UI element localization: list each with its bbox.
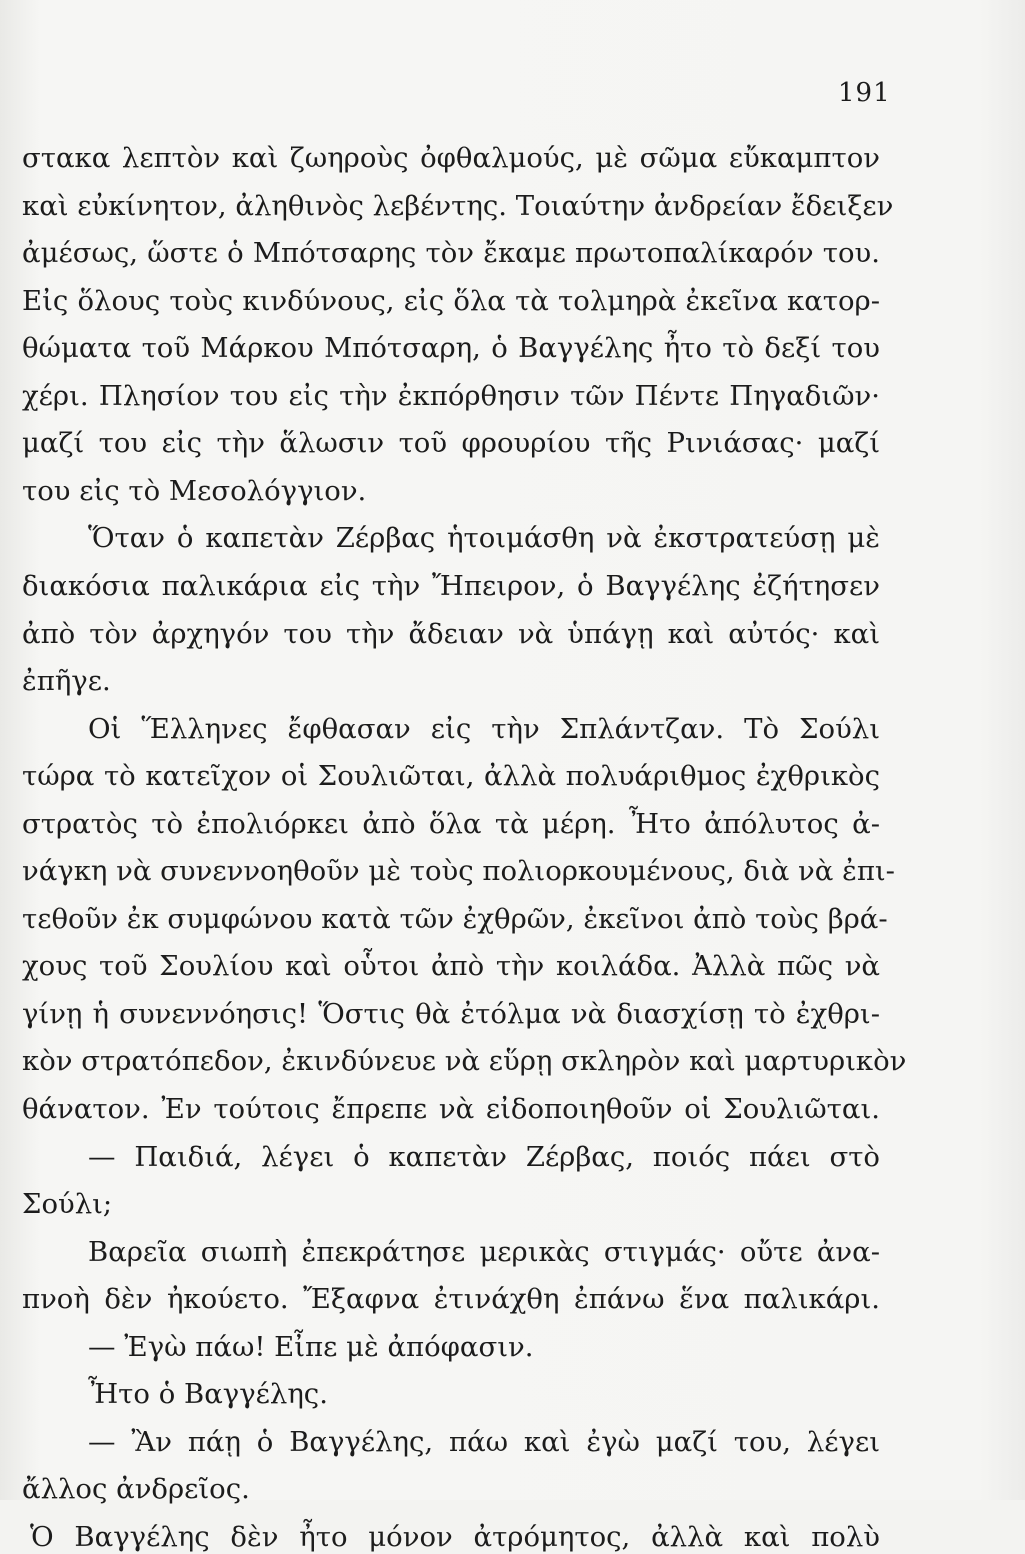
text-line: τώρα τὸ κατεῖχον οἱ Σουλιῶται, ἀλλὰ πολυάριθμος ἐχθρικὸς: [22, 760, 880, 793]
text-line: Σούλι;: [22, 1188, 113, 1221]
paragraph-first-line: Οἱ Ἕλληνες ἔφθασαν εἰς τὴν Σπλάντζαν. Τὸ Σούλι: [88, 712, 880, 745]
text-line: ἀπὸ τὸν ἀρχηγόν του τὴν ἄδειαν νὰ ὑπάγῃ καὶ αὐτός· καὶ: [22, 617, 880, 650]
text-line: καὶ εὐκίνητον, ἀληθινὸς λεβέντης. Τοιαύτην ἀνδρείαν ἔδειξεν: [22, 189, 894, 222]
dialogue-line: — Παιδιά, λέγει ὁ καπετὰν Ζέρβας, ποιός πάει στὸ: [88, 1140, 880, 1173]
paragraph-first-line: Ὁ Βαγγέλης δὲν ἦτο μόνον ἀτρόμητος, ἀλλὰ καὶ πολὺ: [30, 1520, 880, 1553]
dialogue-line: — Ἐγὼ πάω! Εἶπε μὲ ἀπόφασιν.: [88, 1330, 534, 1363]
text-line: στακα λεπτὸν καὶ ζωηροὺς ὀφθαλμούς, μὲ σῶμα εὔκαμπτον: [22, 142, 880, 174]
text-line: μαζί του εἰς τὴν ἅλωσιν τοῦ φρουρίου τῆς Ρινιάσας· μαζί: [22, 427, 880, 460]
text-line: πνοὴ δὲν ἠκούετο. Ἔξαφνα ἐτινάχθη ἐπάνω ἕνα παλικάρι.: [22, 1283, 880, 1316]
text-line: θώματα τοῦ Μάρκου Μπότσαρη, ὁ Βαγγέλης ἦτο τὸ δεξί του: [22, 332, 880, 365]
text-line: γίνῃ ἡ συνεννόησις! Ὅστις θὰ ἐτόλμα νὰ διασχίσῃ τὸ ἐχθρι-: [22, 997, 880, 1030]
text-line: χέρι. Πλησίον του εἰς τὴν ἐκπόρθησιν τῶν Πέντε Πηγαδιῶν·: [22, 379, 880, 412]
text-line: χους τοῦ Σουλίου καὶ οὗτοι ἀπὸ τὴν κοιλάδα. Ἀλλὰ πῶς νὰ: [22, 950, 880, 983]
text-line: ἐπῆγε.: [22, 665, 111, 697]
page-number: 191: [838, 78, 891, 108]
paragraph-first-line: Βαρεῖα σιωπὴ ἐπεκράτησε μερικὰς στιγμάς· οὔτε ἀνα-: [88, 1235, 880, 1268]
text-line: θάνατον. Ἐν τούτοις ἔπρεπε νὰ εἰδοποιηθοῦν οἱ Σουλιῶται.: [22, 1093, 880, 1125]
text-line: στρατὸς τὸ ἐπολιόρκει ἀπὸ ὅλα τὰ μέρη. Ἦτο ἀπόλυτος ἀ-: [22, 807, 880, 840]
text-line: τεθοῦν ἐκ συμφώνου κατὰ τῶν ἐχθρῶν, ἐκεῖνοι ἀπὸ τοὺς βρά-: [22, 902, 888, 935]
text-line: νάγκη νὰ συνεννοηθοῦν μὲ τοὺς πολιορκουμένους, διὰ νὰ ἐπι-: [22, 855, 895, 888]
paragraph-first-line: Ἦτο ὁ Βαγγέλης.: [88, 1378, 328, 1411]
dialogue-line: — Ἂν πάῃ ὁ Βαγγέλης, πάω καὶ ἐγὼ μαζί του, λέγει: [88, 1425, 880, 1458]
paragraph-first-line: Ὅταν ὁ καπετὰν Ζέρβας ἡτοιμάσθη νὰ ἐκστρατεύσῃ μὲ: [88, 522, 880, 555]
text-line: ἀμέσως, ὥστε ὁ Μπότσαρης τὸν ἔκαμε πρωτοπαλίκαρόν του.: [22, 237, 880, 270]
text-line: Εἰς ὅλους τοὺς κινδύνους, εἰς ὅλα τὰ τολμηρὰ ἐκεῖνα κατορ-: [22, 284, 880, 317]
text-line: διακόσια παλικάρια εἰς τὴν Ἤπειρον, ὁ Βαγγέλης ἐζήτησεν: [22, 570, 880, 602]
text-line: κὸν στρατόπεδον, ἐκινδύνευε νὰ εὕρῃ σκληρὸν καὶ μαρτυρικὸν: [22, 1045, 907, 1078]
text-line: ἄλλος ἀνδρεῖος.: [22, 1473, 250, 1506]
text-line: του εἰς τὸ Μεσολόγγιον.: [22, 474, 367, 507]
